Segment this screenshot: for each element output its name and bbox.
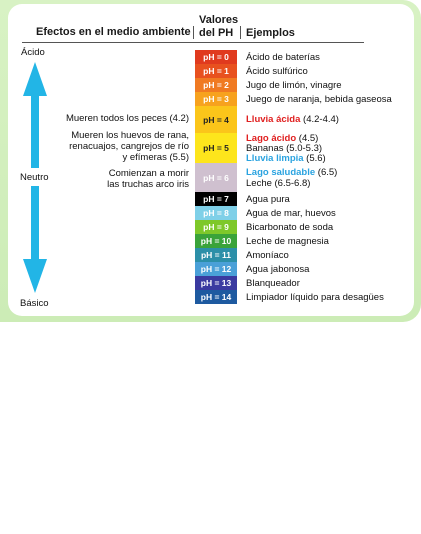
ph-example: Blanqueador: [246, 277, 300, 289]
ph-label: pH = 13: [200, 278, 232, 288]
ph-cell-4: [195, 106, 237, 133]
ph-label: pH = 3: [203, 94, 229, 104]
ph-cell-5: [195, 133, 237, 163]
ph-cell-14: [195, 290, 237, 304]
ph-example-value: (4.5): [296, 132, 319, 144]
ph-label: pH = 5: [203, 143, 229, 153]
ph-example: [246, 106, 339, 133]
ph-example: Bicarbonato de soda: [246, 221, 334, 233]
ph-example: [246, 133, 318, 143]
ph-example-highlight: Lluvia ácida: [246, 114, 301, 125]
ph-label: pH = 6: [203, 172, 229, 183]
ph-example: Jugo de limón, vinagre: [246, 79, 342, 91]
ph-example: Agua jabonosa: [246, 263, 310, 275]
arrow-up-icon: [23, 62, 47, 168]
ph-example-highlight: Lago ácido: [246, 132, 297, 144]
ph-example: Leche de magnesia: [246, 235, 329, 247]
ph-label: pH = 10: [200, 236, 232, 246]
ph-label: pH = 0: [203, 52, 229, 62]
effect-frog-eggs-line2: renacuajos, cangrejos de río: [69, 141, 189, 152]
ph-label: pH = 12: [200, 264, 232, 274]
ph-example-value: (5.6): [303, 152, 326, 164]
ph-cell-2: [195, 78, 237, 92]
ph-example: [246, 167, 337, 178]
examples-header: Ejemplos: [246, 27, 295, 39]
ph-example-highlight: Lluvia limpia: [246, 152, 304, 164]
ph-cell-0: [195, 50, 237, 64]
ph-label: pH = 1: [203, 66, 229, 76]
ph-cell-6: [195, 163, 237, 192]
ph-values-header-line2: del PH: [199, 27, 234, 39]
ph-label: pH = 7: [203, 194, 229, 204]
acid-label: Ácido: [21, 47, 45, 58]
ph-example: Ácido sulfúrico: [246, 65, 308, 77]
effect-trout-line1: Comienzan a morir: [108, 168, 189, 179]
ph-label: pH = 14: [200, 292, 232, 302]
ph-cell-12: [195, 262, 237, 276]
arrow-down-icon: [23, 186, 47, 293]
effect-trout-line2: las truchas arco iris: [107, 179, 189, 190]
ph-label: pH = 4: [203, 114, 229, 125]
ph-example-value: (4.2-4.4): [300, 114, 339, 125]
ph-example: Limpiador líquido para desagües: [246, 291, 384, 303]
effect-frog-eggs-line3: y efímeras (5.5): [122, 152, 189, 163]
ph-example: Juego de naranja, bebida gaseosa: [246, 93, 392, 105]
ph-cell-3: [195, 92, 237, 106]
ph-example: Leche (6.5-6.8): [246, 177, 311, 189]
ph-label: pH = 9: [203, 222, 229, 232]
ph-cell-13: [195, 276, 237, 290]
ph-example: Ácido de baterías: [246, 51, 320, 63]
ph-example: [246, 153, 326, 163]
ph-label: pH = 11: [200, 250, 231, 260]
ph-cell-10: [195, 234, 237, 248]
neutral-label: Neutro: [20, 172, 49, 183]
ph-example: Amoníaco: [246, 249, 289, 261]
ph-example: Agua pura: [246, 193, 290, 205]
ph-cell-9: [195, 220, 237, 234]
ph-example-value: (6.5): [315, 166, 338, 178]
ph-cell-8: [195, 206, 237, 220]
effects-header: Efectos en el medio ambiente: [36, 26, 191, 38]
ph-label: pH = 2: [203, 80, 229, 90]
effect-fish-die: Mueren todos los peces (4.2): [65, 113, 189, 124]
ph-example: Bananas (5.0-5.3): [246, 142, 323, 154]
ph-example-highlight: Lago saludable: [246, 166, 316, 178]
ph-values-header-line1: Valores: [199, 14, 239, 26]
ph-cell-11: [195, 248, 237, 262]
effect-frog-eggs-line1: Mueren los huevos de rana,: [71, 130, 189, 141]
basic-label: Básico: [20, 298, 49, 309]
ph-cell-7: [195, 192, 237, 206]
ph-label: pH = 8: [203, 208, 229, 218]
ph-cell-1: [195, 64, 237, 78]
ph-example: Agua de mar, huevos: [246, 207, 336, 219]
